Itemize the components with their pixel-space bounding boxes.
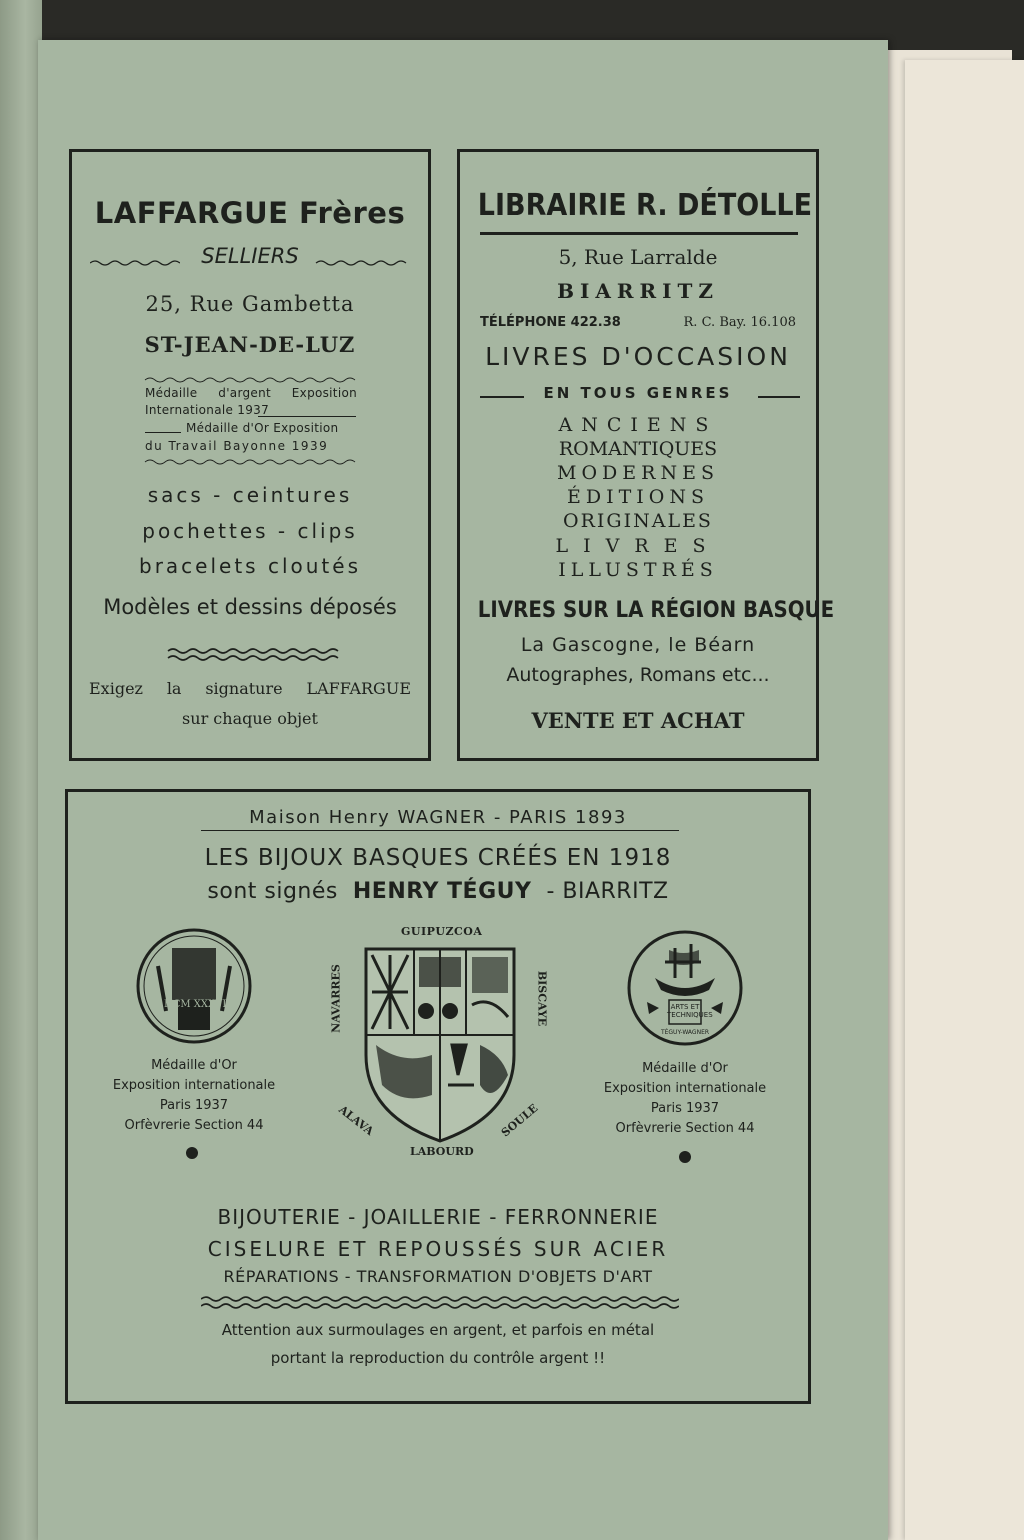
book-type-1: ANCIENS	[558, 414, 718, 436]
catalogue-page	[38, 40, 888, 1540]
librairie-region-3: Autographes, Romans etc...	[506, 664, 770, 686]
cream-paper-page	[905, 60, 1024, 1540]
book-type-4: ÉDITIONS	[566, 486, 709, 508]
ad-wagner-teguy	[65, 789, 811, 1404]
book-type-7: ILLUSTRÉS	[558, 559, 718, 581]
signed-name: HENRY TÉGUY	[352, 879, 532, 904]
medal-or-line1: Médaille d'Or Exposition	[186, 421, 339, 435]
signature-notice-2: sur chaque objet	[182, 709, 318, 728]
book-type-5: ORIGINALES	[563, 510, 713, 532]
wave-divider	[144, 457, 356, 467]
signature-notice: Exigez la signature LAFFARGUE	[89, 679, 411, 698]
bullet	[679, 1151, 691, 1163]
warning-line-1: Attention aux surmoulages en argent, et parfois en métal	[221, 1321, 655, 1339]
models-registered: Modèles et dessins déposés	[103, 595, 397, 619]
rule	[145, 432, 181, 433]
ad-laffargue	[69, 149, 431, 761]
medal-right-inscription: ARTS ET TECHNIQUES	[667, 1003, 713, 1019]
book-type-3: MODERNES	[557, 462, 719, 484]
laffargue-trade: SELLIERS	[201, 244, 299, 268]
services-line-1: BIJOUTERIE - JOAILLERIE - FERRONNERIE	[217, 1205, 659, 1229]
product-line-2: pochettes - clips	[142, 519, 358, 543]
librairie-subheading: EN TOUS GENRES	[543, 384, 733, 402]
laffargue-city: ST-JEAN-DE-LUZ	[144, 332, 356, 357]
medal-left-line4: Orfèvrerie Section 44	[124, 1118, 264, 1133]
librairie-rc: R. C. Bay. 16.108	[683, 315, 796, 330]
medal-left-line3: Paris 1937	[159, 1098, 229, 1113]
crest-label-top: GUIPUZCOA	[401, 925, 483, 938]
wave-divider	[312, 258, 410, 268]
bijoux-headline: LES BIJOUX BASQUES CRÉÉS EN 1918	[204, 845, 672, 871]
medal-right-line4: Orfèvrerie Section 44	[615, 1121, 755, 1136]
medal-right-maker: TÉGUY-WAGNER	[660, 1029, 710, 1036]
medal-left-inscription: HCM XXXVII	[164, 999, 231, 1010]
rule	[258, 416, 356, 417]
librairie-region-2: La Gascogne, le Béarn	[520, 634, 756, 656]
medal-right-line3: Paris 1937	[650, 1101, 720, 1116]
librairie-trade: VENTE ET ACHAT	[531, 708, 745, 733]
bullet	[186, 1147, 198, 1159]
librairie-city: BIARRITZ	[557, 279, 719, 303]
librairie-phone: TÉLÉPHONE 422.38	[480, 315, 621, 330]
signed-prefix: sont signés	[207, 879, 338, 904]
librairie-region: LIVRES SUR LA RÉGION BASQUE	[477, 598, 835, 623]
title-underline	[480, 232, 798, 235]
medal-left-line2: Exposition internationale	[112, 1078, 276, 1093]
crest-label-br: SOULE	[498, 1101, 541, 1140]
services-line-2: CISELURE ET REPOUSSÉS SUR ACIER	[207, 1237, 669, 1261]
crest-label-right: BISCAYE	[535, 970, 549, 1027]
crest-label-left: NAVARRES	[329, 964, 343, 1033]
laffargue-company: LAFFARGUE Frères	[94, 196, 406, 230]
ad-librairie	[457, 149, 835, 761]
crest-label-bottom: LABOURD	[410, 1145, 474, 1158]
medal-argent-line1: Médaille d'argent Exposition	[145, 386, 357, 400]
laffargue-street: 25, Rue Gambetta	[145, 292, 355, 316]
medal-or-line2: du Travail Bayonne 1939	[145, 439, 329, 453]
medal-left-line1: Médaille d'Or	[151, 1058, 237, 1073]
librairie-heading: LIVRES D'OCCASION	[485, 342, 791, 371]
basque-crest-icon	[362, 945, 518, 1145]
signed-line	[68, 879, 808, 904]
crest-label-bl: ALAVA	[336, 1102, 376, 1139]
book-type-6: LIVRES	[555, 535, 721, 557]
medal-paris-icon	[134, 926, 254, 1046]
wave-divider-double	[201, 1294, 679, 1312]
product-line-1: sacs - ceintures	[147, 483, 353, 507]
maison-header: Maison Henry WAGNER - PARIS 1893	[249, 807, 627, 828]
product-line-3: bracelets cloutés	[139, 554, 361, 578]
wave-divider	[144, 375, 356, 385]
maison-underline	[201, 830, 679, 831]
book-spine	[0, 0, 42, 1540]
librairie-street: 5, Rue Larralde	[558, 245, 718, 269]
medal-right-line2: Exposition internationale	[603, 1081, 767, 1096]
librairie-company: LIBRAIRIE R. DÉTOLLE	[477, 188, 813, 223]
wave-divider-double	[167, 646, 339, 664]
medal-right-line1: Médaille d'Or	[642, 1061, 728, 1076]
services-line-3: RÉPARATIONS - TRANSFORMATION D'OBJETS D'ART	[223, 1267, 653, 1286]
signed-city: - BIARRITZ	[546, 879, 669, 904]
warning-line-2: portant la reproduction du contrôle argent !!	[270, 1349, 606, 1367]
rule	[758, 396, 800, 398]
book-type-2: ROMANTIQUES	[558, 438, 718, 460]
medal-argent-line2: Internationale 1937	[145, 403, 270, 417]
